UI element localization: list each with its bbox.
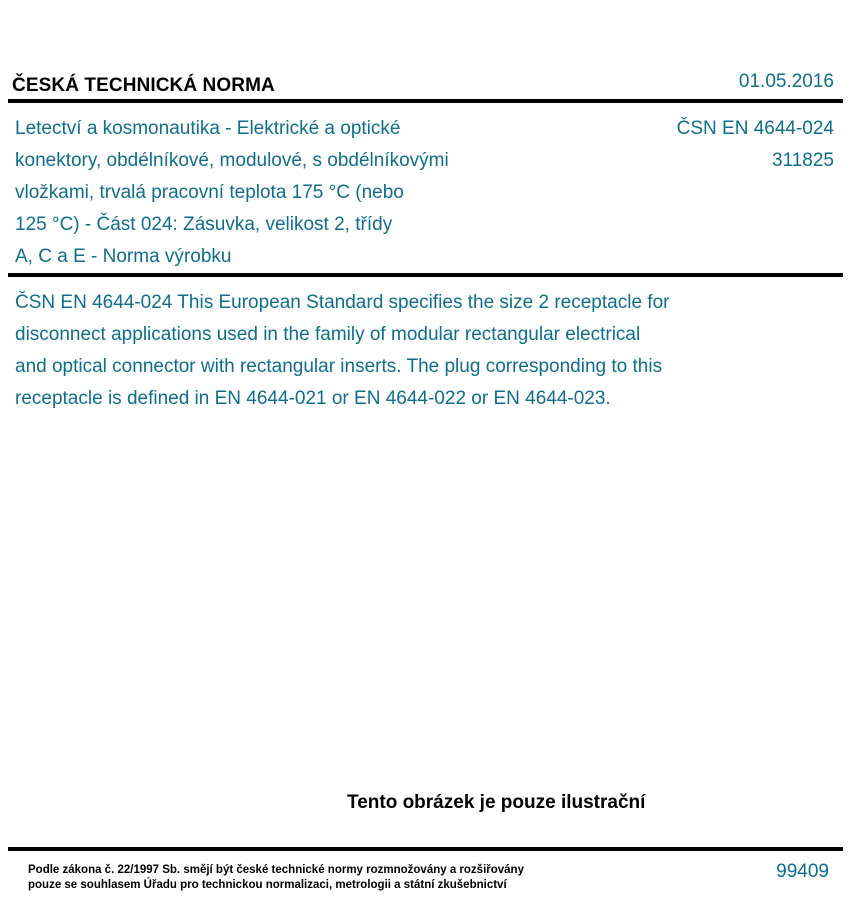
abstract-line: ČSN EN 4644-024 This European Standard specifies the size 2 receptacle for: [15, 292, 670, 313]
footer-rule: [8, 847, 843, 851]
illustration-note: Tento obrázek je pouze ilustrační: [347, 792, 646, 813]
title-line: konektory, obdélníkové, modulové, s obdélníkovými: [15, 150, 449, 171]
title-line: Letectví a kosmonautika - Elektrické a optické: [15, 118, 401, 139]
title-line: A, C a E - Norma výrobku: [15, 246, 232, 267]
standard-code: ČSN EN 4644-024: [676, 118, 834, 139]
footer-legal-line: pouze se souhlasem Úřadu pro technickou normalizaci, metrologii a státní zkušebnictví: [28, 879, 507, 891]
footer-legal-line: Podle zákona č. 22/1997 Sb. smějí být české technické normy rozmnožovány a rozšiřovány: [28, 864, 524, 876]
header-rule: [8, 99, 843, 103]
standard-codes: [677, 113, 834, 177]
standard-title: [15, 113, 535, 273]
footer-legal-note: [28, 863, 524, 893]
class-number: 311825: [772, 150, 834, 171]
abstract-line: and optical connector with rectangular inserts. The plug corresponding to this: [15, 356, 663, 377]
abstract-line: disconnect applications used in the family of modular rectangular electrical: [15, 324, 641, 345]
title-rule: [8, 273, 843, 277]
footer-number: 99409: [776, 861, 829, 882]
title-line: vložkami, trvalá pracovní teplota 175 °C (nebo: [15, 182, 404, 203]
title-line: 125 °C) - Část 024: Zásuvka, velikost 2, třídy: [15, 214, 393, 235]
abstract-line: receptacle is defined in EN 4644-021 or EN 4644-022 or EN 4644-023.: [15, 388, 611, 409]
header-title: ČESKÁ TECHNICKÁ NORMA: [12, 75, 275, 96]
header-date: 01.05.2016: [738, 71, 834, 92]
abstract-text: [15, 287, 815, 415]
